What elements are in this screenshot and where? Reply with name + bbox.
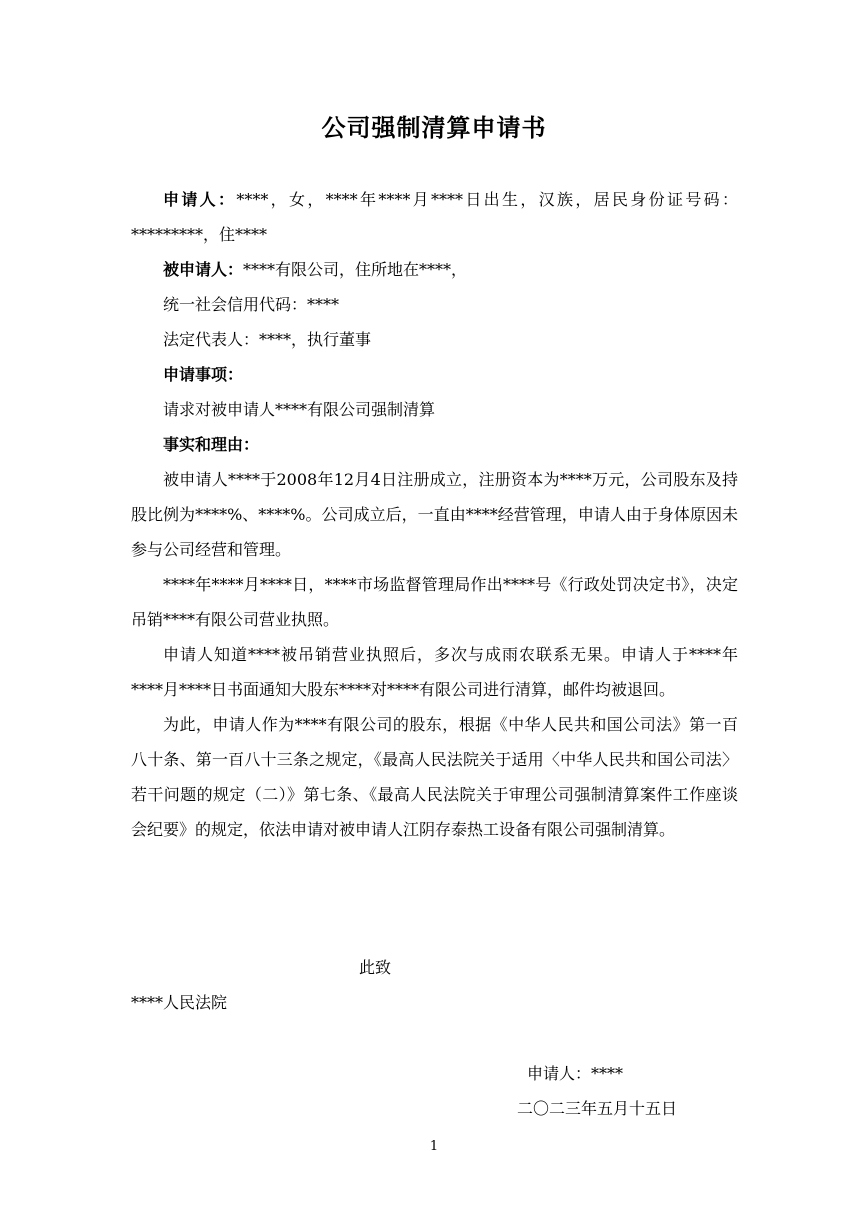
- document-date: 二〇二三年五月十五日: [517, 1099, 678, 1118]
- respondent-paragraph: [131, 252, 738, 287]
- applicant-text: ****，女，****年****月****日出生，汉族，居民身份证号码：*********，住****: [131, 190, 738, 244]
- applicant-label: 申请人：: [163, 190, 237, 209]
- page-number: 1: [429, 1139, 439, 1154]
- legal-representative-line: 法定代表人：****，执行董事: [163, 330, 372, 349]
- facts-heading: 事实和理由：: [163, 435, 260, 454]
- document-title: 公司强制清算申请书: [321, 113, 547, 142]
- facts-paragraph-3: 申请人知道****被吊销营业执照后，多次与成雨农联系无果。申请人于****年****月****日书面通知大股东****对****有限公司进行清算，邮件均被退回。: [131, 645, 738, 699]
- facts-paragraph-2: ****年****月****日，****市场监督管理局作出****号《行政处罚决定书》，决定吊销****有限公司营业执照。: [131, 575, 738, 629]
- court-addressee: ****人民法院: [131, 993, 228, 1012]
- applicant-paragraph: [131, 182, 738, 252]
- closing-salutation: 此致: [359, 958, 392, 977]
- document-body: [131, 182, 738, 847]
- claims-heading: 申请事项：: [163, 365, 244, 384]
- credit-code-line: 统一社会信用代码：****: [163, 295, 340, 314]
- claims-text: 请求对被申请人****有限公司强制清算: [163, 400, 436, 419]
- facts-paragraph-4: 为此，申请人作为****有限公司的股东，根据《中华人民共和国公司法》第一百八十条、第一百八十三条之规定，《最高人民法院关于适用〈中华人民共和国公司法〉若干问题的规定（二）》第七条、《最高人民法院关于审理公司强制清算案件工作座谈会纪要》的规定，依法申请对被申请人江阴存泰热工设备有限公司强制清算。: [131, 715, 738, 839]
- respondent-text: ****有限公司，住所地在****，: [243, 260, 468, 279]
- facts-paragraph-1: 被申请人****于2008年12月4日注册成立，注册资本为****万元，公司股东及持股比例为****%、****%。公司成立后，一直由****经营管理，申请人由于身体原因未参与公司经营和管理。: [131, 470, 738, 559]
- respondent-label: 被申请人：: [163, 260, 244, 279]
- applicant-signature: 申请人：****: [527, 1064, 624, 1083]
